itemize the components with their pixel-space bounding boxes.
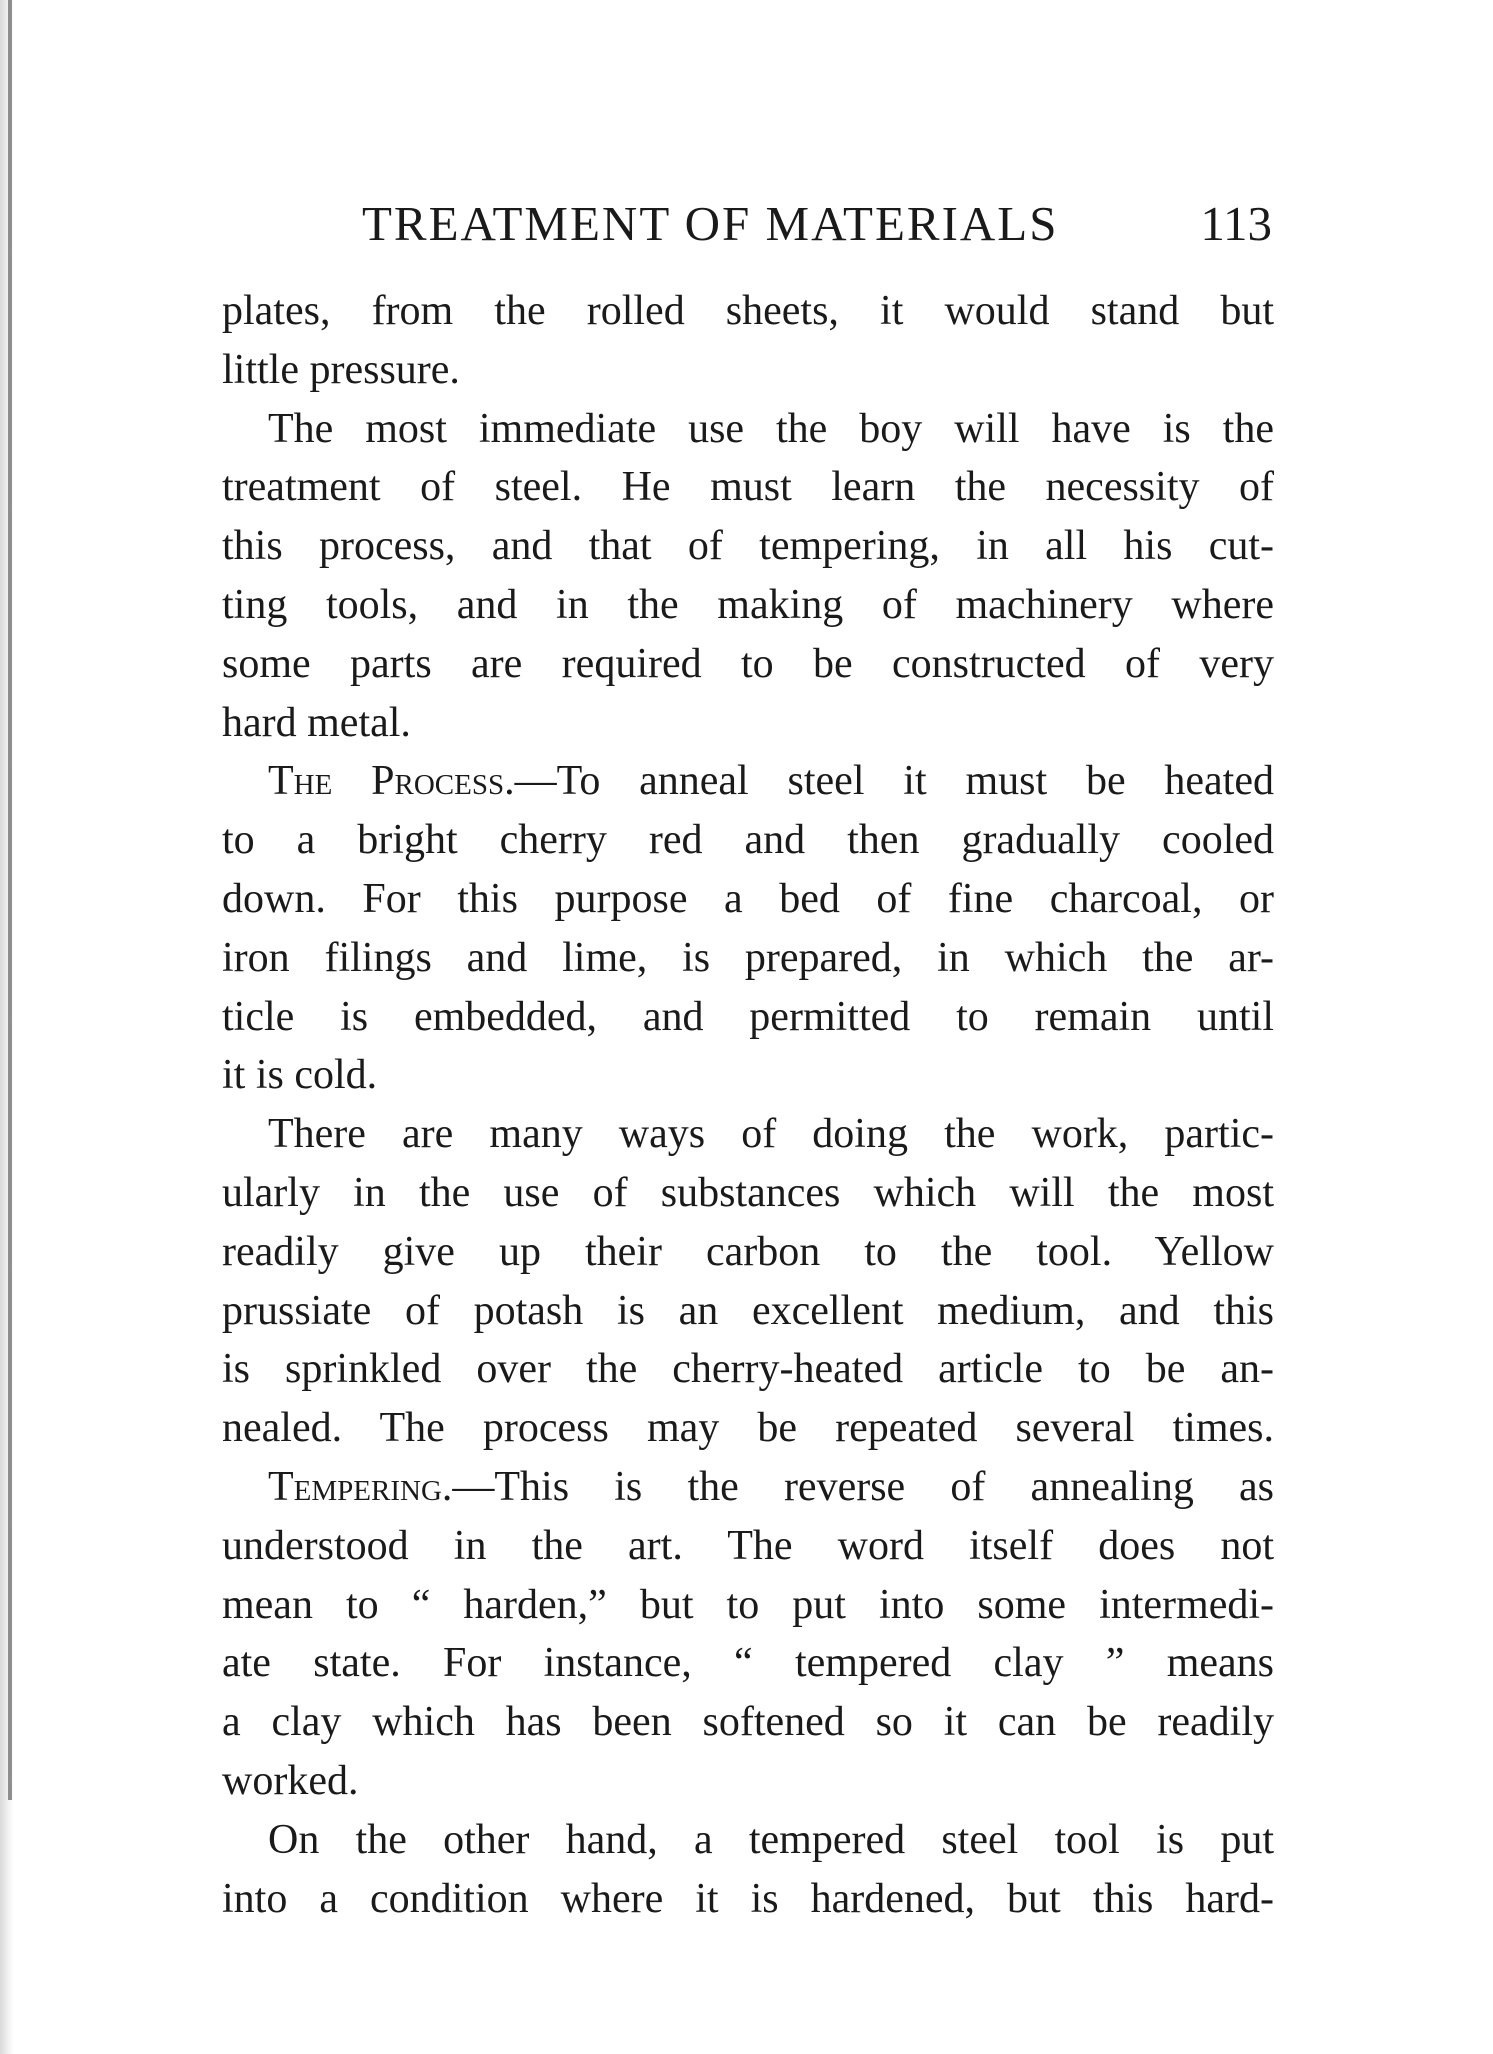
- page-edge-shadow: [0, 0, 14, 2054]
- text-line: readily give up their carbon to the tool. Yellow: [222, 1228, 1274, 1275]
- text-line: On the other hand, a tempered steel tool is put: [268, 1816, 1274, 1863]
- text-line: ting tools, and in the making of machinery where: [222, 581, 1274, 628]
- text-line: ate state. For instance, “ tempered clay ” means: [222, 1640, 1274, 1687]
- text-line: to a bright cherry red and then gradually cooled: [222, 817, 1274, 864]
- running-title: TREATMENT OF MATERIALS: [362, 196, 1059, 251]
- text-line: iron filings and lime, is prepared, in which the ar-: [222, 934, 1274, 981]
- text-line: prussiate of potash is an excellent medium, and this: [222, 1287, 1274, 1334]
- section-heading-process: The Process.: [268, 758, 515, 805]
- text-line: understood in the art. The word itself does not: [222, 1522, 1274, 1569]
- text-line: into a condition where it is hardened, but this hard-: [222, 1875, 1274, 1922]
- text-line: The most immediate use the boy will have is the: [268, 405, 1274, 452]
- text-line: it is cold.: [222, 1052, 378, 1099]
- running-head: [362, 192, 1272, 256]
- text-line: plates, from the rolled sheets, it would stand but: [222, 288, 1274, 334]
- text-line: some parts are required to be constructed of very: [222, 640, 1274, 687]
- text-run: —To anneal steel it must be heated: [514, 758, 1274, 805]
- text-line: nealed. The process may be repeated several times.: [222, 1405, 1274, 1452]
- text-line: There are many ways of doing the work, partic-: [268, 1111, 1274, 1158]
- text-line: hard metal.: [222, 699, 411, 746]
- text-line: ularly in the use of substances which will the most: [222, 1169, 1274, 1216]
- text-line: worked.: [222, 1757, 359, 1804]
- text-line: a clay which has been softened so it can be readily: [222, 1699, 1274, 1746]
- text-line: ticle is embedded, and permitted to remain until: [222, 993, 1274, 1040]
- text-line: little pressure.: [222, 346, 460, 393]
- body-text: [222, 282, 1274, 1928]
- text-line: is sprinkled over the cherry-heated article to be an-: [222, 1346, 1274, 1393]
- text-line: this process, and that of tempering, in all his cut-: [222, 523, 1274, 570]
- text-run: —This is the reverse of annealing as: [452, 1463, 1274, 1510]
- text-line: down. For this purpose a bed of fine charcoal, or: [222, 875, 1274, 922]
- text-line: treatment of steel. He must learn the necessity of: [222, 464, 1274, 511]
- binding-edge-line: [8, 0, 12, 1800]
- text-line: mean to “ harden,” but to put into some intermedi-: [222, 1581, 1274, 1628]
- page-number: 113: [1200, 196, 1272, 251]
- section-heading-tempering: Tempering.: [268, 1463, 453, 1510]
- text-line: [222, 1458, 1274, 1517]
- text-line: [222, 752, 1274, 811]
